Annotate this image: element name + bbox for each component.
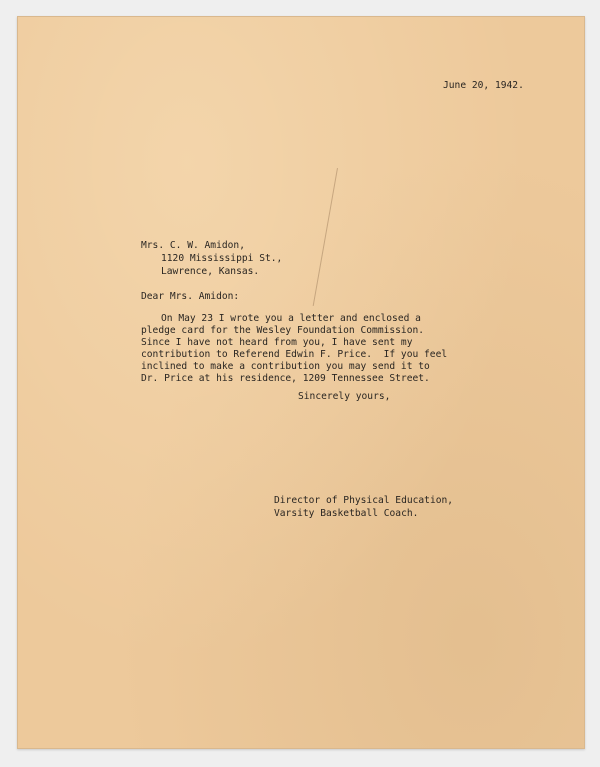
body-line: contribution to Referend Edwin F. Price. If you feel	[141, 349, 448, 360]
recipient-name: Mrs. C. W. Amidon,	[141, 240, 245, 251]
body-line: inclined to make a contribution you may send it to	[141, 361, 430, 372]
recipient-street: 1120 Mississippi St.,	[161, 253, 283, 264]
recipient-city: Lawrence, Kansas.	[161, 266, 260, 277]
salutation: Dear Mrs. Amidon:	[141, 291, 240, 302]
signature-title: Varsity Basketball Coach.	[274, 508, 419, 519]
signature-title: Director of Physical Education,	[274, 495, 454, 506]
closing: Sincerely yours,	[298, 391, 391, 402]
body-line: Since I have not heard from you, I have sent my	[141, 337, 413, 348]
body-line: pledge card for the Wesley Foundation Commission.	[141, 325, 425, 336]
body-line: On May 23 I wrote you a letter and enclosed a	[161, 313, 421, 324]
letter-date: June 20, 1942.	[443, 80, 524, 91]
body-line: Dr. Price at his residence, 1209 Tennessee Street.	[141, 373, 430, 384]
